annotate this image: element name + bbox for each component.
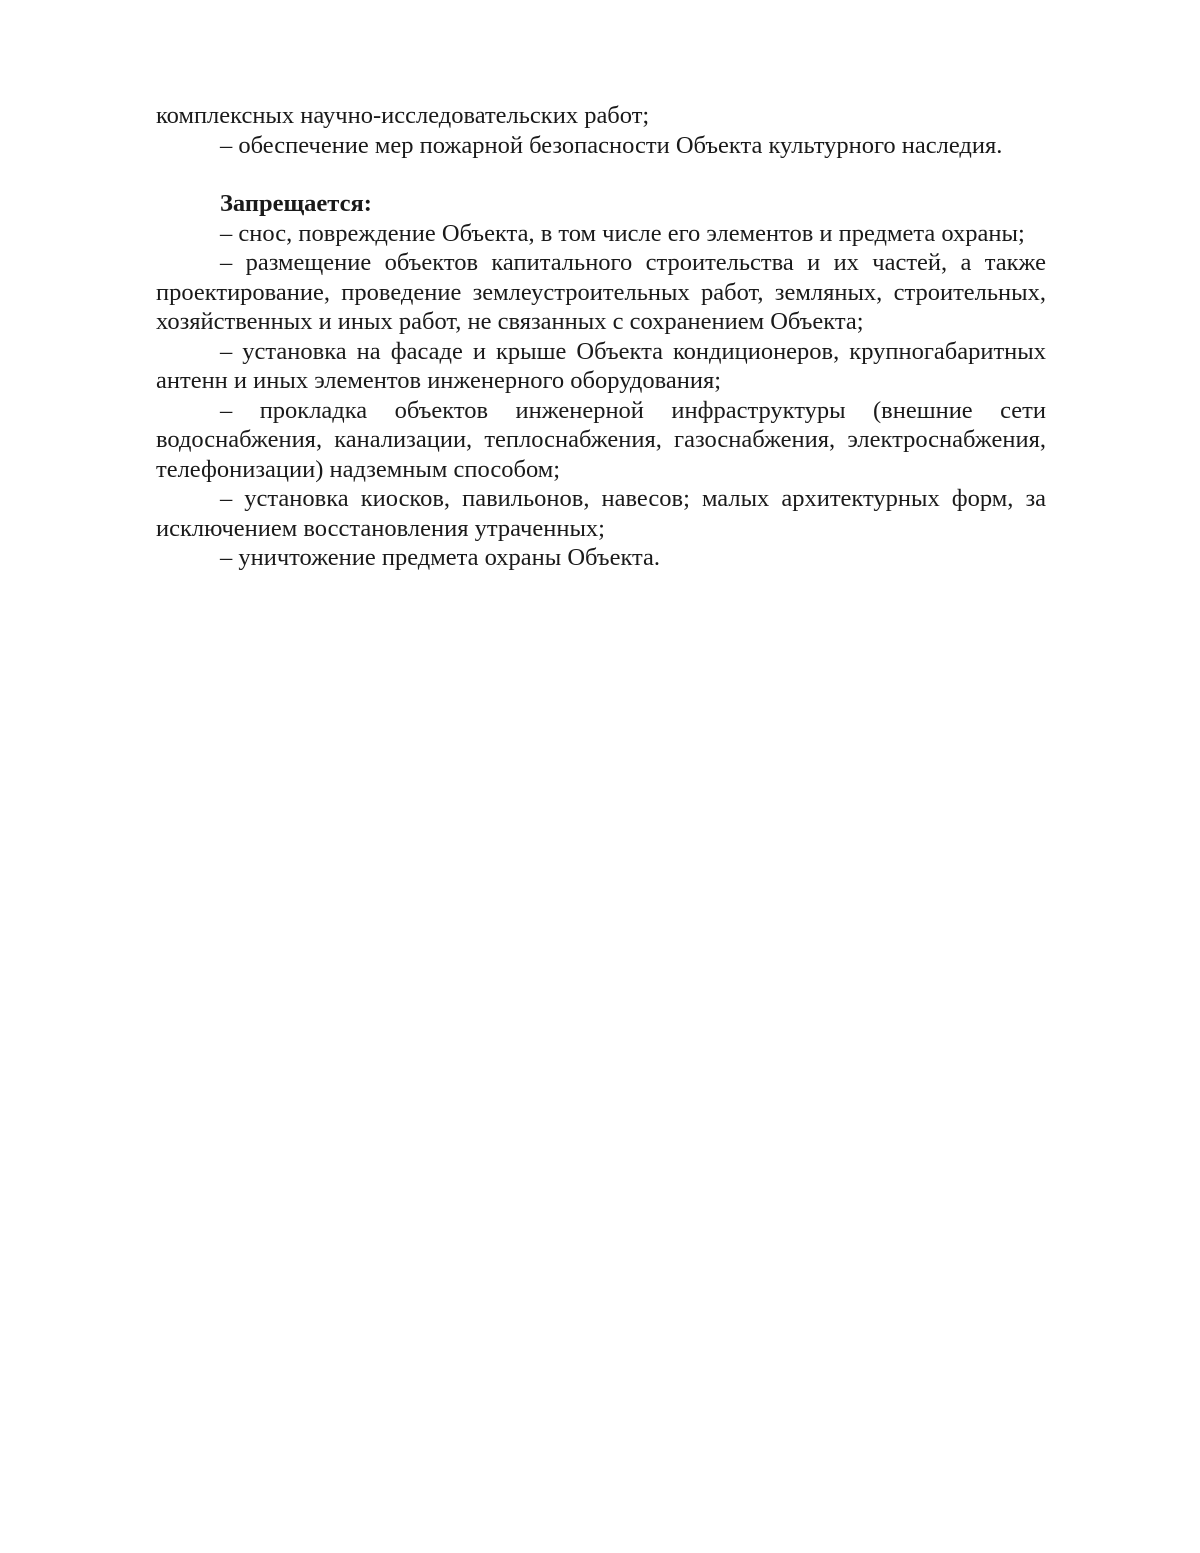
prohibited-item: – прокладка объектов инженерной инфраструктуры (внешние сети водоснабжения, канализации, теплоснабжения, газоснабжения, электроснабжения, телефонизации) надземным способом; xyxy=(156,396,1046,483)
fire-safety-item: – обеспечение мер пожарной безопасности Объекта культурного наследия. xyxy=(220,131,1003,159)
document-body xyxy=(156,101,1046,573)
continuation-line: комплексных научно-исследовательских работ; xyxy=(156,102,650,129)
paragraph-gap xyxy=(156,160,1046,189)
prohibited-item: – установка на фасаде и крыше Объекта кондиционеров, крупногабаритных антенн и иных элементов инженерного оборудования; xyxy=(156,337,1046,394)
prohibited-item: – снос, повреждение Объекта, в том числе его элементов и предмета охраны; xyxy=(220,219,1025,247)
prohibited-item: – размещение объектов капитального строительства и их частей, а также проектирование, проведение землеустроительных работ, земляных, строительных, хозяйственных и иных работ, не связанных с сохранением Объекта; xyxy=(156,249,1046,335)
prohibited-item: – установка киосков, павильонов, навесов; малых архитектурных форм, за исключением восстановления утраченных; xyxy=(156,485,1046,542)
prohibited-heading: Запрещается: xyxy=(220,190,372,217)
prohibited-item: – уничтожение предмета охраны Объекта. xyxy=(220,544,661,571)
